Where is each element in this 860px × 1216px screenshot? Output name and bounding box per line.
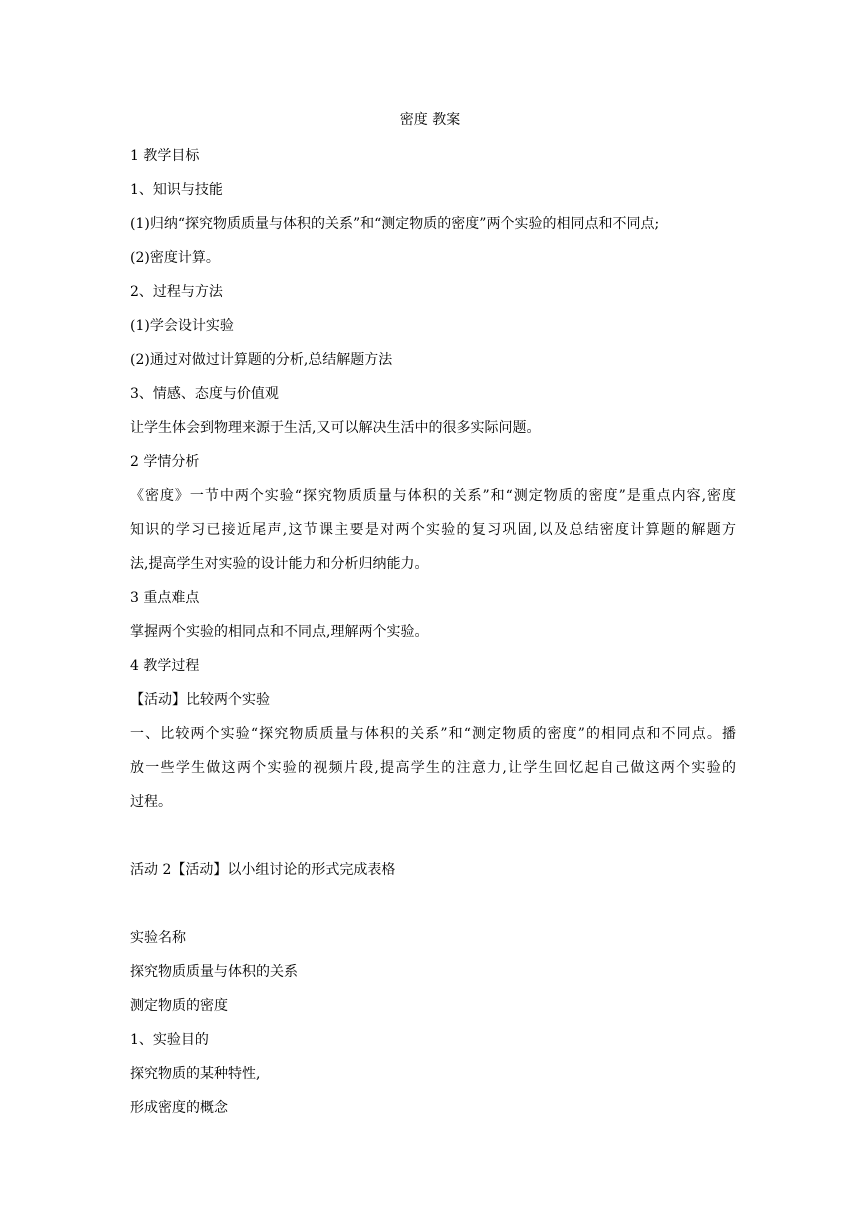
table-cell-text: 探究物质质量与体积的关系 xyxy=(130,964,298,980)
paragraph-line: (1)归纳“探究物质质量与体积的关系”和“测定物质的密度”两个实验的相同点和不同点; xyxy=(130,216,660,232)
paragraph-line: 让学生体会到物理来源于生活,又可以解决生活中的很多实际问题。 xyxy=(130,420,541,436)
section-heading-teaching-process: 4 教学过程 xyxy=(130,658,200,674)
activity-heading: 活动 2【活动】以小组讨论的形式完成表格 xyxy=(130,862,396,878)
paragraph-line: (2)密度计算。 xyxy=(130,250,220,266)
subheading-knowledge-skills: 1、知识与技能 xyxy=(130,182,223,198)
section-heading-teaching-goals: 1 教学目标 xyxy=(130,148,200,164)
subheading-process-method: 2、过程与方法 xyxy=(130,284,223,300)
paragraph-line: (1)学会设计实验 xyxy=(130,318,234,334)
table-cell-text: 1、实验目的 xyxy=(130,1032,209,1048)
section-heading-key-points: 3 重点难点 xyxy=(130,590,200,606)
table-cell-text: 探究物质的某种特性, xyxy=(130,1066,261,1082)
paragraph-line: 法,提高学生对实验的设计能力和分析归纳能力。 xyxy=(130,556,429,572)
table-cell-text: 测定物质的密度 xyxy=(130,998,228,1014)
paragraph-line: 放一些学生做这两个实验的视频片段,提高学生的注意力,让学生回忆起自己做这两个实验的 xyxy=(130,760,736,776)
paragraph-line: (2)通过对做过计算题的分析,总结解题方法 xyxy=(130,352,393,368)
activity-heading: 【活动】比较两个实验 xyxy=(130,692,270,708)
paragraph-line: 一、比较两个实验“探究物质质量与体积的关系”和“测定物质的密度”的相同点和不同点。播 xyxy=(130,726,736,742)
document-title: 密度 教案 xyxy=(399,112,461,128)
table-cell-text: 形成密度的概念 xyxy=(130,1100,228,1116)
paragraph-line: 知识的学习已接近尾声,这节课主要是对两个实验的复习巩固,以及总结密度计算题的解题方 xyxy=(130,522,736,538)
section-heading-student-analysis: 2 学情分析 xyxy=(130,454,200,470)
table-cell-text: 实验名称 xyxy=(130,930,186,946)
paragraph-line: 掌握两个实验的相同点和不同点,理解两个实验。 xyxy=(130,624,429,640)
paragraph-line: 《密度》一节中两个实验“探究物质质量与体积的关系”和“测定物质的密度”是重点内容,密度 xyxy=(130,488,736,504)
paragraph-line: 过程。 xyxy=(130,794,172,810)
subheading-emotion-values: 3、情感、态度与价值观 xyxy=(130,386,279,402)
